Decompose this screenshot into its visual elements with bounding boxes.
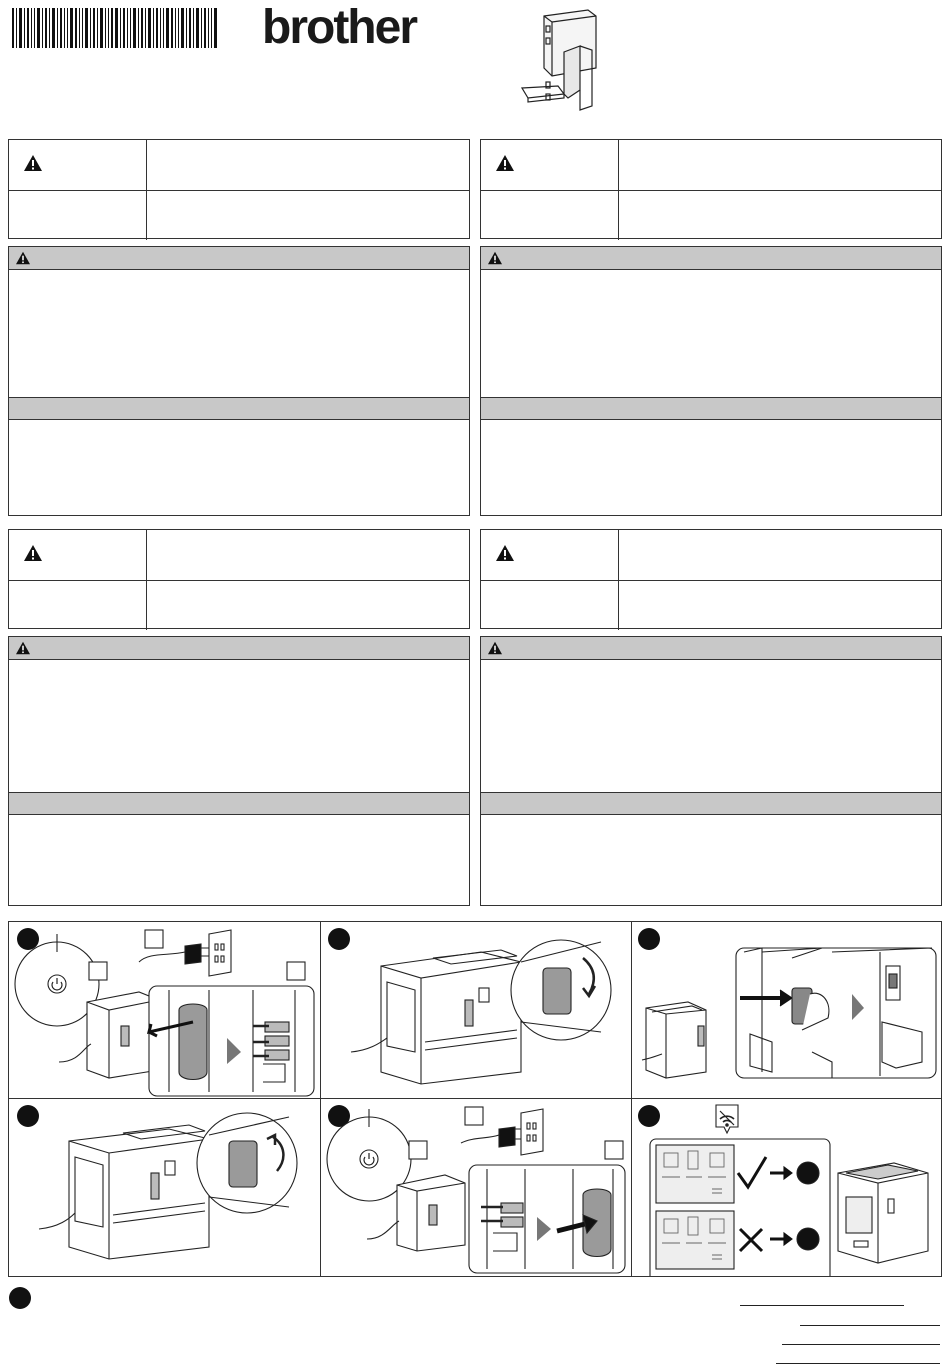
step-6-illustration xyxy=(632,1099,942,1276)
warning-panel xyxy=(480,246,942,516)
step-2-illustration xyxy=(321,922,631,1098)
step-5-illustration xyxy=(321,1099,631,1276)
caution-header xyxy=(9,397,469,420)
signature-line xyxy=(740,1305,904,1306)
warning-triangle-icon xyxy=(487,251,503,265)
caution-header xyxy=(481,397,941,420)
caution-header xyxy=(481,792,941,815)
warning-triangle-icon xyxy=(495,544,515,562)
warning-panel xyxy=(8,246,470,516)
step-3-panel xyxy=(632,922,942,1098)
step-5-panel xyxy=(321,1099,631,1276)
warning-triangle-icon xyxy=(23,544,43,562)
step-3-illustration xyxy=(632,922,942,1098)
installation-steps-grid xyxy=(8,921,942,1277)
hazard-definition-table xyxy=(480,139,942,239)
step-1-panel xyxy=(9,922,320,1098)
brand-logo: brother xyxy=(262,1,416,54)
warning-panel xyxy=(8,636,470,906)
signature-line xyxy=(782,1344,940,1345)
hazard-definition-table xyxy=(480,529,942,629)
barcode xyxy=(12,8,217,48)
warning-panel xyxy=(480,636,942,906)
hazard-definition-table xyxy=(8,139,470,239)
step-2-panel xyxy=(321,922,631,1098)
warning-triangle-icon xyxy=(15,641,31,655)
caution-header xyxy=(9,792,469,815)
signature-line xyxy=(776,1363,940,1364)
warning-triangle-icon xyxy=(15,251,31,265)
hazard-definition-table xyxy=(8,529,470,629)
step-1-illustration xyxy=(9,922,320,1098)
step-4-illustration xyxy=(9,1099,320,1276)
warning-triangle-icon xyxy=(487,641,503,655)
warning-triangle-icon xyxy=(495,154,515,172)
footer-step-number xyxy=(9,1287,31,1309)
accessory-illustration xyxy=(518,6,602,114)
signature-line xyxy=(800,1325,940,1326)
step-6-panel xyxy=(632,1099,942,1276)
warning-triangle-icon xyxy=(23,154,43,172)
step-4-panel xyxy=(9,1099,320,1276)
